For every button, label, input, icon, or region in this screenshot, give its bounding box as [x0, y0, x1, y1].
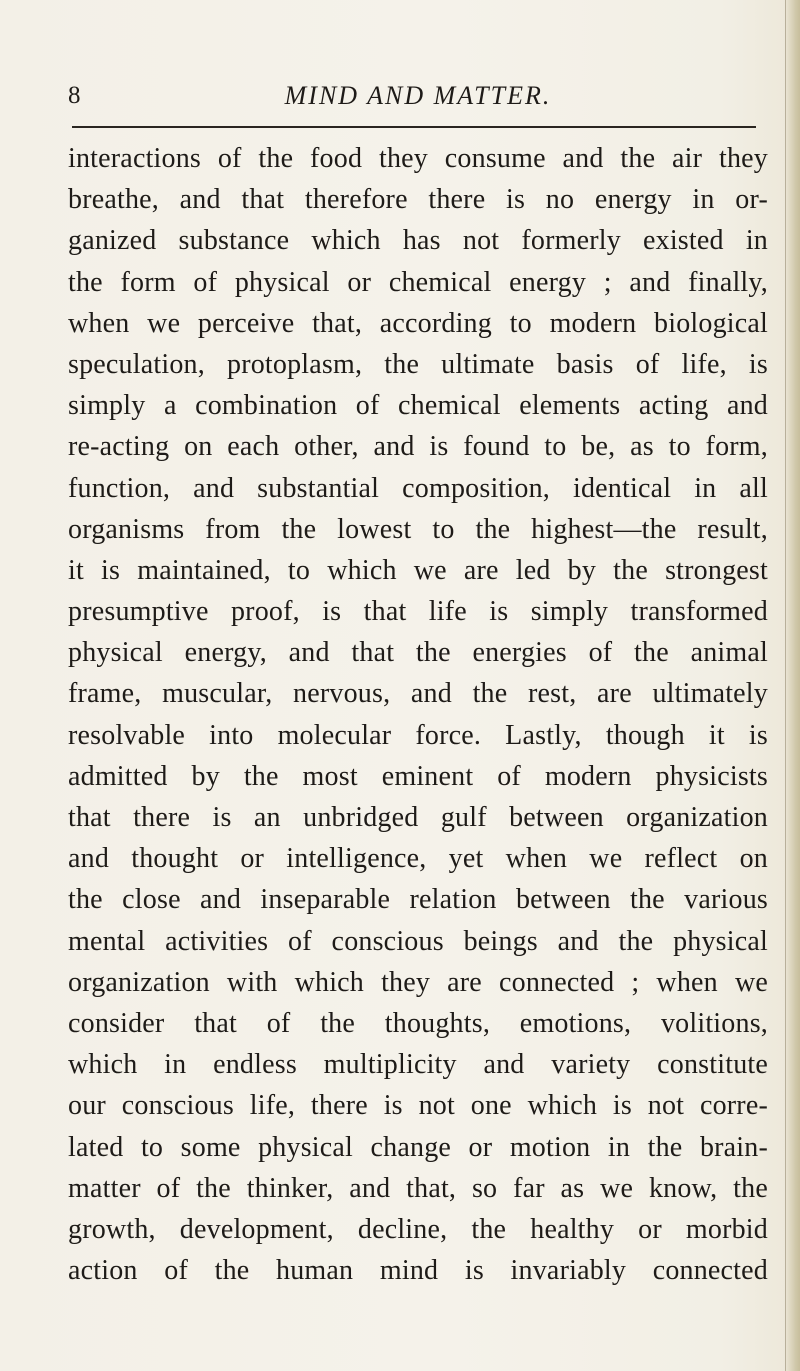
text-line: action of the human mind is invariably connected	[68, 1255, 768, 1287]
text-line: frame, muscular, nervous, and the rest, are ultimately	[68, 678, 768, 710]
text-line: and thought or intelligence, yet when we reflect on	[68, 843, 768, 875]
text-line: ganized substance which has not formerly existed in	[68, 225, 768, 257]
text-line: the close and inseparable relation between the various	[68, 884, 768, 916]
page-number: 8	[68, 82, 81, 109]
page-edge	[785, 0, 800, 1371]
text-line: lated to some physical change or motion in the brain-	[68, 1131, 768, 1163]
text-line: simply a combination of chemical elements acting and	[68, 390, 768, 422]
text-line: resolvable into molecular force. Lastly, though it is	[68, 719, 768, 751]
page-title: MIND AND MATTER.	[284, 81, 552, 110]
body-text	[68, 138, 768, 1291]
text-line: breathe, and that therefore there is no energy in or-	[68, 184, 768, 216]
text-line: admitted by the most eminent of modern physicists	[68, 760, 768, 792]
text-line: presumptive proof, is that life is simply transformed	[68, 596, 768, 628]
text-line: re-acting on each other, and is found to be, as to form,	[68, 431, 768, 463]
text-line: organisms from the lowest to the highest—the result,	[68, 513, 768, 545]
text-line: consider that of the thoughts, emotions, volitions,	[68, 1007, 768, 1039]
text-line: physical energy, and that the energies of the animal	[68, 637, 768, 669]
text-line: organization with which they are connected ; when we	[68, 966, 768, 998]
text-line: when we perceive that, according to modern biological	[68, 307, 768, 339]
text-line: that there is an unbridged gulf between organization	[68, 802, 768, 833]
text-line: our conscious life, there is not one which is not corre-	[68, 1090, 768, 1122]
text-line: growth, development, decline, the healthy or morbid	[68, 1213, 768, 1245]
text-line: which in endless multiplicity and variety constitute	[68, 1049, 768, 1081]
running-head	[68, 78, 768, 114]
text-line: speculation, protoplasm, the ultimate basis of life, is	[68, 348, 768, 380]
text-line: it is maintained, to which we are led by the strongest	[68, 554, 768, 586]
text-line: interactions of the food they consume and the air they	[68, 143, 768, 174]
text-line: the form of physical or chemical energy ; and finally,	[68, 266, 768, 298]
header-rule	[72, 126, 756, 128]
text-line: function, and substantial composition, identical in all	[68, 472, 768, 504]
text-line: matter of the thinker, and that, so far as we know, the	[68, 1172, 768, 1204]
text-line: mental activities of conscious beings and the physical	[68, 925, 768, 957]
